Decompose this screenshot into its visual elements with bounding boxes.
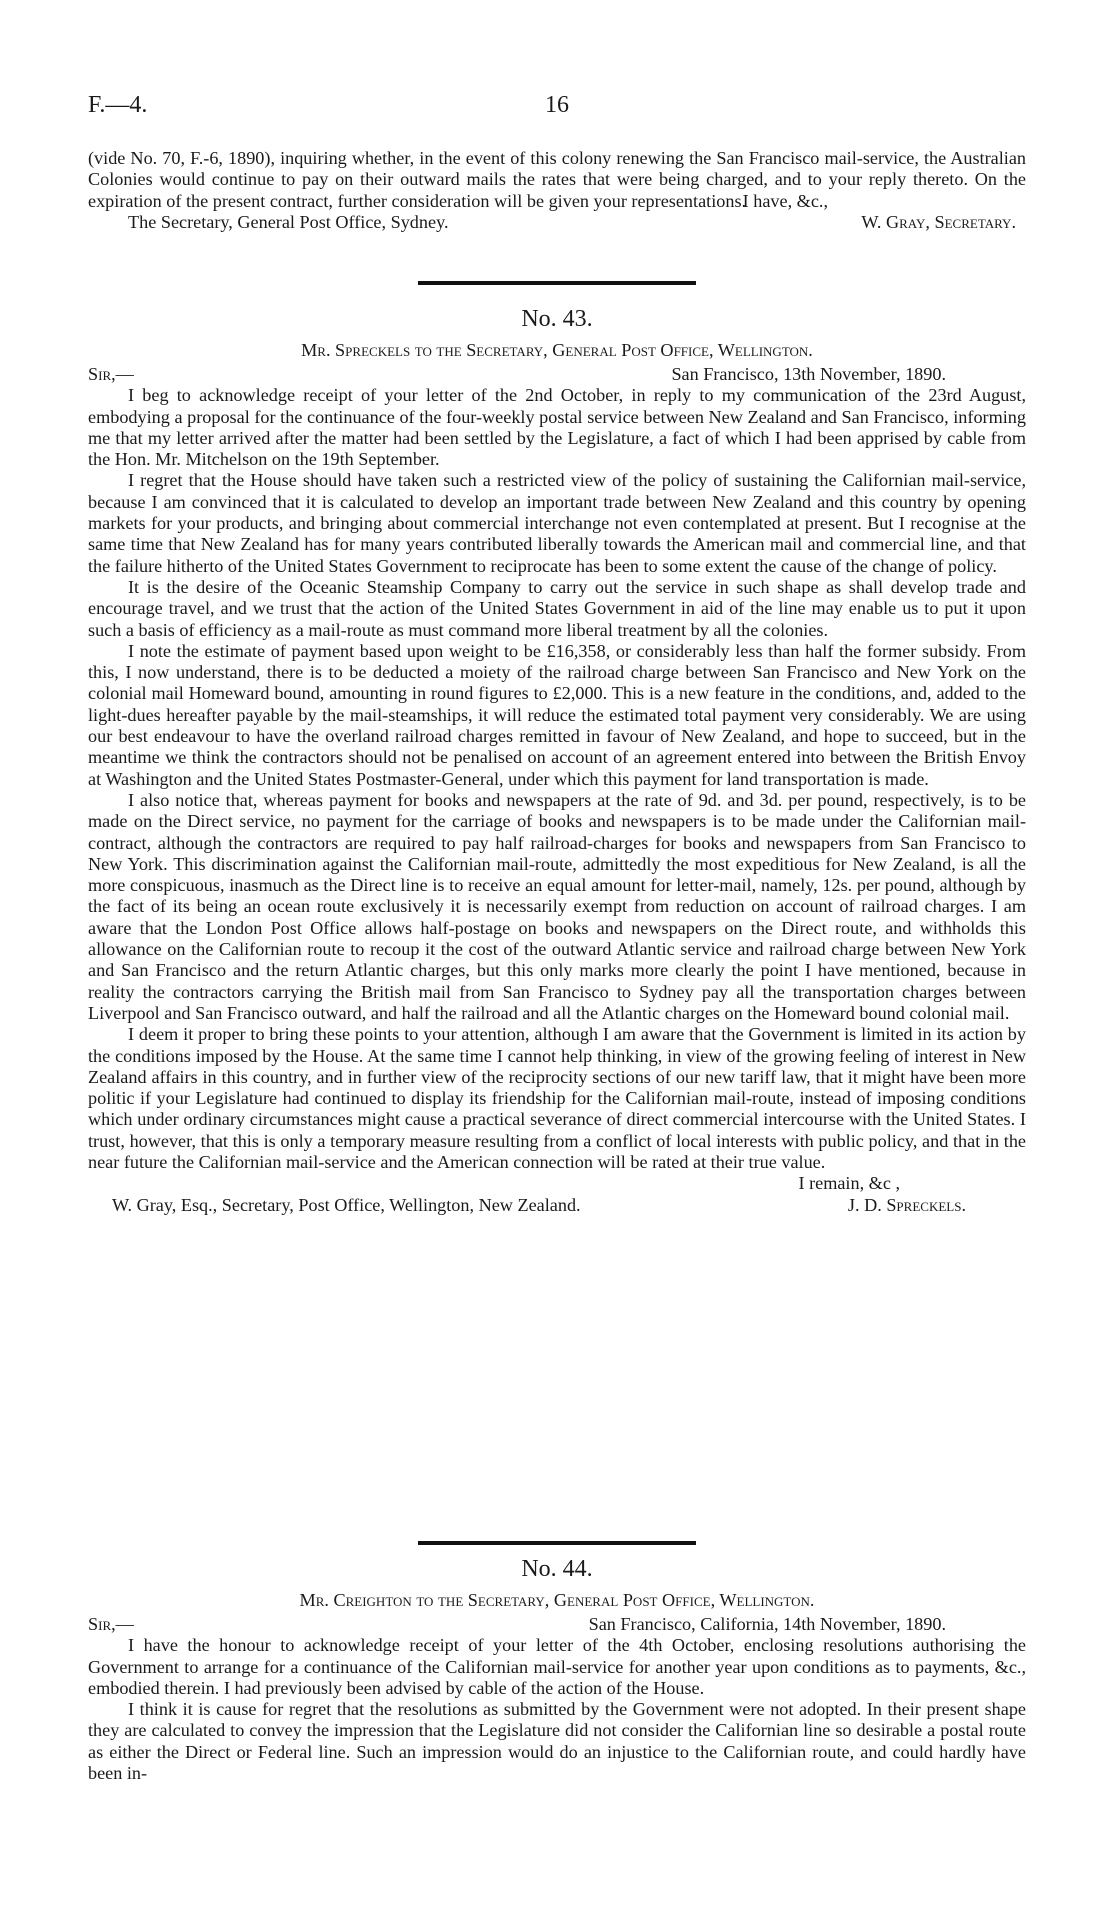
- letter-paragraph: I note the estimate of payment based upon weight to be £16,358, or considerably less than half the former subsidy. From this, I now understand, there is to be deducted a moiety of the railroad charge between San Francisco and New York on the colonial mail Homeward bound, amounting in round figures to £2,000. This is a new feature in the conditions, and, added to the light-dues hereafter payable by the mail-steamships, it will reduce the estimated total payment very considerably. We are using our best endeavour to have the overland railroad charges remitted in favour of New Zealand, and hope to succeed, but in the meantime we think the contractors should not be penalised on account of an agreement entered into between the British Envoy at Washington and the United States Postmaster-General, under which this payment for land transportation is made.: [88, 640, 1026, 789]
- letter-44: [88, 1556, 1026, 1896]
- salutation: Sir,—: [88, 364, 134, 384]
- place-date: San Francisco, California, 14th November, 1890.: [588, 1614, 946, 1634]
- letter-paragraph: I have the honour to acknowledge receipt of your letter of the 4th October, enclosing resolutions authorising the Government to arrange for a continuance of the Californian mail-service for another year upon conditions as to payments, &c., embodied therein. I had previously been advised by cable of the action of the House.: [88, 1635, 1026, 1698]
- previous-letter-signature: W. Gray, Secretary.: [861, 211, 1016, 232]
- letter-paragraph: I deem it proper to bring these points to your attention, although I am aware that the Government is limited in its action by the conditions imposed by the House. At the same time I cannot help thinking, in view of the growing feeling of interest in New Zealand affairs in this country, and in further view of the reciprocity sections of our new tariff law, that it might have been more politic if your Legislature had continued to display its friendship for the Californian mail-route, instead of imposing conditions which under ordinary circumstances might cause a practical severance of direct commercial intercourse with the United States. I trust, however, that this is only a temporary measure resulting from a conflict of local interests with public policy, and that in the near future the Californian mail-service and the American connection will be rated at their true value.: [88, 1024, 1026, 1172]
- letter-43: [88, 300, 1026, 1530]
- previous-letter-addressee: The Secretary, General Post Office, Sydney.: [128, 211, 449, 232]
- letter-heading: Mr. Spreckels to the Secretary, General Post Office, Wellington.: [301, 340, 813, 360]
- page-number: 16: [545, 92, 569, 118]
- letter-closing: I remain, &c ,: [798, 1173, 900, 1194]
- letter-paragraph: It is the desire of the Oceanic Steamship Company to carry out the service in such shape as shall develop trade and encourage travel, and we trust that the action of the United States Government in aid of the line may enable us to put it upon such a basis of efficiency as a mail-route as must command more liberal treatment by all the colonies.: [88, 576, 1026, 640]
- document-reference: F.—4.: [88, 92, 148, 118]
- letter-addressee: W. Gray, Esq., Secretary, Post Office, Wellington, New Zealand.: [112, 1194, 581, 1215]
- letter-number: No. 43.: [521, 306, 593, 332]
- letter-signature: J. D. Spreckels.: [847, 1194, 966, 1215]
- section-divider: [418, 1541, 696, 1545]
- previous-letter-paragraph: (vide No. 70, F.-6, 1890), inquiring whether, in the event of this colony renewing the San Francisco mail-service, the Australian Colonies would continue to pay on their outward mails the rates that were being charged, and to your reply thereto. On the expiration of the present contract, further consideration will be given your representations.: [88, 148, 1026, 211]
- place-date: San Francisco, 13th November, 1890.: [671, 364, 946, 384]
- salutation: Sir,—: [88, 1614, 134, 1634]
- letter-heading: Mr. Creighton to the Secretary, General Post Office, Wellington.: [299, 1590, 815, 1610]
- letter-paragraph: I think it is cause for regret that the resolutions as submitted by the Government were not adopted. In their present shape they are calculated to convey the impression that the Legislature did not consider the Californian line so desirable a postal route as either the Direct or Federal line. Such an impression would do an injustice to the Californian route, and could hardly have been in-: [88, 1699, 1026, 1784]
- page-header: [88, 92, 1026, 122]
- letter-paragraph: I regret that the House should have taken such a restricted view of the policy of sustaining the Californian mail-service, because I am convinced that it is calculated to develop an important trade between New Zealand and this country by opening markets for your products, and bringing about commercial interchange not even contemplated at present. But I recognise at the same time that New Zealand has for many years contributed liberally towards the American mail and commercial line, and that the failure hitherto of the United States Government to reciprocate has been to some extent the cause of the change of policy.: [88, 470, 1026, 576]
- previous-letter-continuation: [88, 148, 1026, 233]
- letter-paragraph: I beg to acknowledge receipt of your letter of the 2nd October, in reply to my communication of the 23rd August, embodying a proposal for the continuance of the four-weekly postal service between New Zealand and San Francisco, informing me that my letter arrived after the matter had been settled by the Legislature, a fact of which I had been apprised by cable from the Hon. Mr. Mitchelson on the 19th September.: [88, 385, 1026, 470]
- previous-letter-closing: I have, &c.,: [742, 190, 828, 211]
- letter-paragraph: I also notice that, whereas payment for books and newspapers at the rate of 9d. and 3d. per pound, respectively, is to be made on the Direct service, no payment for the carriage of books and newspapers is to be made under the Californian mail-contract, although the contractors are required to pay half railroad-charges for books and newspapers from San Francisco to New York. This discrimination against the Californian mail-route, admittedly the most expeditious for New Zealand, is all the more conspicuous, inasmuch as the Direct line is to receive an equal amount for letter-mail, namely, 12s. per pound, although by the fact of its being an ocean route exclusively it is necessarily exempt from reduction on account of railroad charges. I am aware that the London Post Office allows half-postage on books and newspapers on the Direct route, and withholds this allowance on the Californian route to recoup it the cost of the outward Atlantic service and railroad charge between New York and San Francisco and the return Atlantic charges, but this only marks more clearly the point I have mentioned, because in reality the contractors carrying the British mail from San Francisco to Sydney pay all the transportation charges between Liverpool and San Francisco outward, and half the railroad and all the Atlantic charges on the Homeward bound colonial mail.: [88, 789, 1026, 1023]
- section-divider: [418, 281, 696, 285]
- letter-number: No. 44.: [521, 1556, 593, 1582]
